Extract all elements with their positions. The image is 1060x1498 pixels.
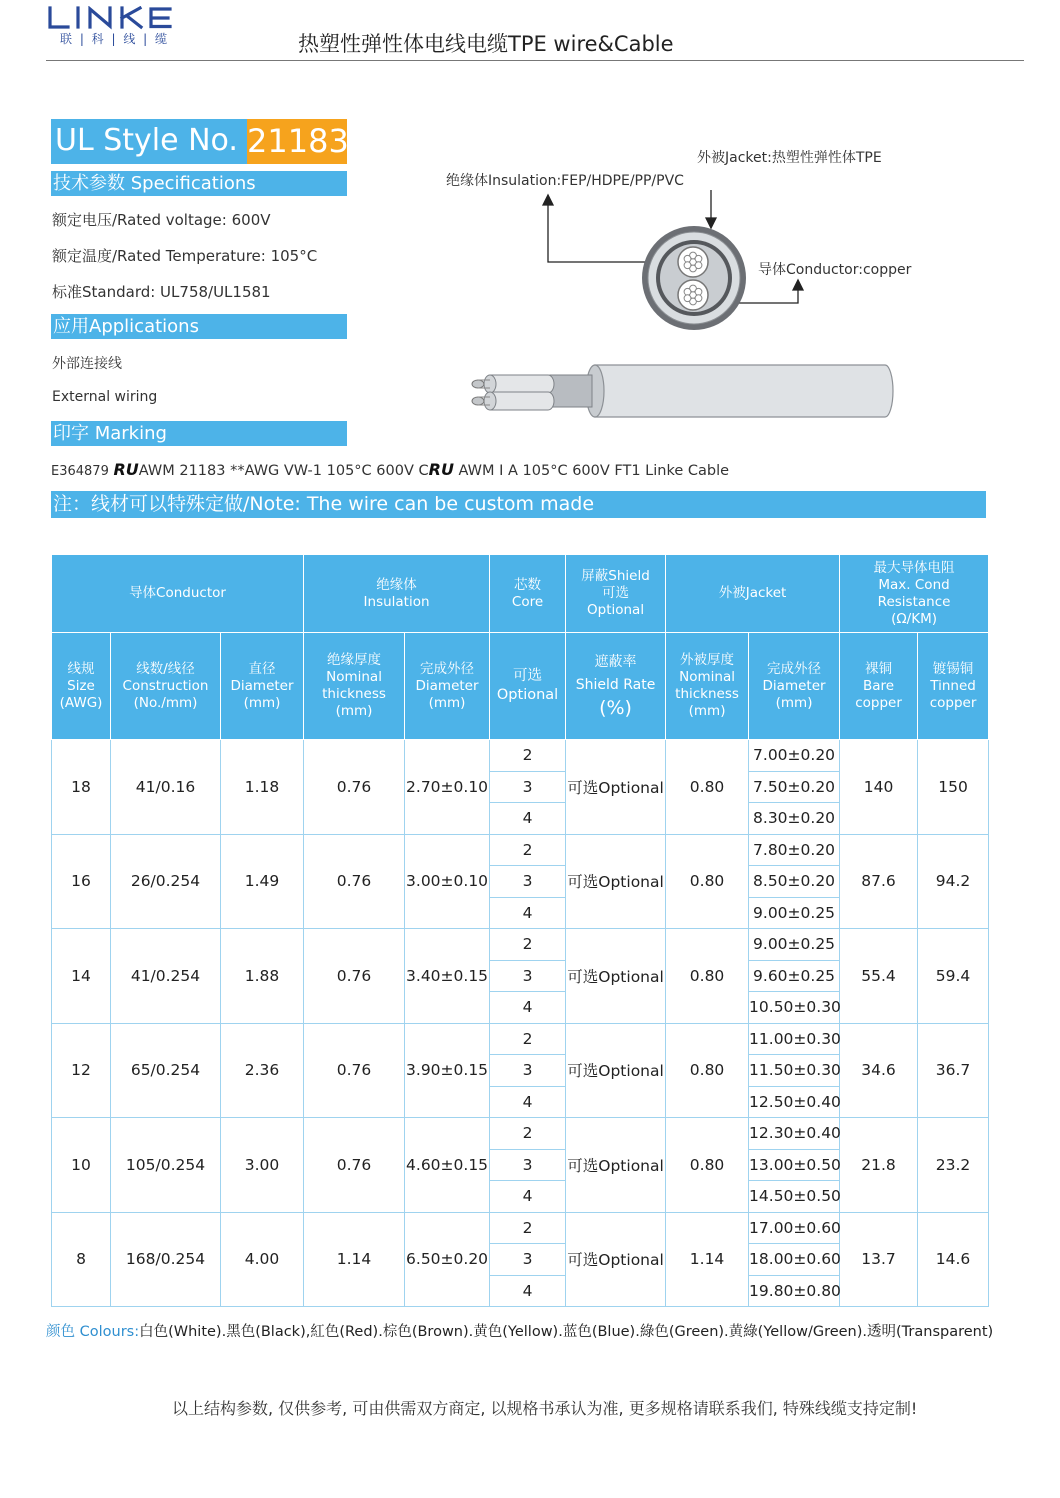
header-insulation: 绝缘体 Insulation (304, 555, 490, 633)
cell-size: 16 (52, 834, 111, 929)
cell-core-count: 3 (490, 1149, 566, 1181)
cable-diagram (460, 190, 910, 430)
table-row (52, 1118, 989, 1150)
cell-jacket-thickness: 0.80 (666, 1023, 749, 1118)
specifications-heading: 技术参数 Specifications (51, 171, 347, 196)
cell-core-count: 2 (490, 1212, 566, 1244)
cell-size: 10 (52, 1118, 111, 1213)
header-shield: 屏蔽Shield 可选 Optional (566, 555, 666, 633)
cell-shield: 可选Optional (566, 740, 666, 835)
cell-size: 12 (52, 1023, 111, 1118)
cell-tinned-copper: 94.2 (918, 834, 989, 929)
table-row (52, 834, 989, 866)
cell-jacket-diameter: 8.50±0.20 (749, 866, 840, 898)
ul-recognized-icon-2: RU (428, 460, 454, 479)
cell-diameter: 1.49 (221, 834, 304, 929)
cell-jacket-diameter: 17.00±0.60 (749, 1212, 840, 1244)
cell-insulation-thickness: 0.76 (304, 740, 405, 835)
cell-bare-copper: 21.8 (840, 1118, 918, 1213)
cell-tinned-copper: 14.6 (918, 1212, 989, 1307)
cell-insulation-diameter: 3.90±0.15 (405, 1023, 490, 1118)
cell-jacket-diameter: 11.50±0.30 (749, 1055, 840, 1087)
cell-shield: 可选Optional (566, 1212, 666, 1307)
table-group-header-row (52, 555, 989, 633)
cell-core-count: 2 (490, 1118, 566, 1150)
ul-recognized-icon: RU (113, 460, 139, 479)
header-diameter: 直径 Diameter (mm) (221, 633, 304, 740)
application-cn: 外部连接线 (52, 356, 122, 372)
cell-jacket-diameter: 8.30±0.20 (749, 803, 840, 835)
table-body (52, 740, 989, 1307)
cell-jacket-diameter: 12.30±0.40 (749, 1118, 840, 1150)
header-conductor: 导体Conductor (52, 555, 304, 633)
cell-insulation-thickness: 0.76 (304, 834, 405, 929)
cell-diameter: 3.00 (221, 1118, 304, 1213)
cell-core-count: 4 (490, 897, 566, 929)
cell-jacket-diameter: 10.50±0.30 (749, 992, 840, 1024)
cell-core-count: 2 (490, 834, 566, 866)
header-jacket-diameter: 完成外径 Diameter (mm) (749, 633, 840, 740)
brand-logo-cn: 联 | 科 | 线 | 缆 (60, 32, 170, 46)
cell-construction: 41/0.254 (111, 929, 221, 1024)
spec-table (51, 554, 989, 1307)
brand-logo (48, 6, 200, 30)
cell-core-count: 3 (490, 1244, 566, 1276)
cell-diameter: 2.36 (221, 1023, 304, 1118)
conductor-label: 导体Conductor:copper (758, 262, 912, 278)
cell-core-count: 3 (490, 771, 566, 803)
header-construction: 线数/线径 Construction (No./mm) (111, 633, 221, 740)
ul-style-label: UL Style No. (55, 123, 238, 158)
table-row (52, 929, 989, 961)
ul-style-banner (51, 119, 347, 164)
cable-side-view (472, 365, 893, 417)
insulation-label: 绝缘体Insulation:FEP/HDPE/PP/PVC (446, 173, 684, 189)
cell-core-count: 4 (490, 1275, 566, 1307)
cell-insulation-diameter: 6.50±0.20 (405, 1212, 490, 1307)
marking-file-number: E364879 (51, 464, 109, 479)
cell-bare-copper: 34.6 (840, 1023, 918, 1118)
cell-insulation-thickness: 0.76 (304, 929, 405, 1024)
cell-diameter: 1.88 (221, 929, 304, 1024)
cell-insulation-thickness: 0.76 (304, 1023, 405, 1118)
header-core-optional: 可选 Optional (490, 633, 566, 740)
cell-core-count: 2 (490, 740, 566, 772)
cell-jacket-thickness: 0.80 (666, 929, 749, 1024)
cell-bare-copper: 140 (840, 740, 918, 835)
cell-jacket-diameter: 12.50±0.40 (749, 1086, 840, 1118)
cell-shield: 可选Optional (566, 929, 666, 1024)
cell-construction: 168/0.254 (111, 1212, 221, 1307)
cell-jacket-diameter: 9.00±0.25 (749, 929, 840, 961)
cell-tinned-copper: 36.7 (918, 1023, 989, 1118)
cell-construction: 65/0.254 (111, 1023, 221, 1118)
cell-jacket-thickness: 0.80 (666, 740, 749, 835)
header-shield-rate: 遮蔽率 Shield Rate (%) (566, 633, 666, 740)
cell-core-count: 3 (490, 960, 566, 992)
cell-jacket-thickness: 1.14 (666, 1212, 749, 1307)
header-core: 芯数 Core (490, 555, 566, 633)
header-bare-copper: 裸铜 Bare copper (840, 633, 918, 740)
custom-note: 注：线材可以特殊定做/Note: The wire can be custom made (51, 491, 986, 518)
colours-list: 白色(White).黑色(Black),紅色(Red).棕色(Brown).黄色(Yellow).蓝色(Blue).綠色(Green).黄綠(Yellow/Green).透明(Transparent) (139, 1324, 994, 1340)
cell-jacket-diameter: 7.00±0.20 (749, 740, 840, 772)
cell-core-count: 4 (490, 1181, 566, 1213)
cell-core-count: 2 (490, 929, 566, 961)
marking-part-1: AWM 21183 **AWG VW-1 105°C 600V C (138, 463, 429, 479)
cell-construction: 41/0.16 (111, 740, 221, 835)
cell-core-count: 4 (490, 1086, 566, 1118)
cell-jacket-thickness: 0.80 (666, 834, 749, 929)
marking-part-2: AWM I A 105°C 600V FT1 Linke Cable (453, 463, 730, 479)
standard: 标准Standard: UL758/UL1581 (52, 283, 271, 301)
header-jacket: 外被Jacket (666, 555, 840, 633)
cell-diameter: 1.18 (221, 740, 304, 835)
document-title: 热塑性弹性体电线电缆TPE wire&Cable (298, 32, 674, 56)
table-row (52, 740, 989, 772)
header-insulation-thickness: 绝缘厚度 Nominal thickness (mm) (304, 633, 405, 740)
applications-heading: 应用Applications (51, 314, 347, 339)
cell-insulation-thickness: 0.76 (304, 1118, 405, 1213)
cell-core-count: 3 (490, 866, 566, 898)
cell-insulation-thickness: 1.14 (304, 1212, 405, 1307)
cell-core-count: 4 (490, 803, 566, 835)
cell-shield: 可选Optional (566, 1023, 666, 1118)
cell-jacket-diameter: 11.00±0.30 (749, 1023, 840, 1055)
cell-tinned-copper: 59.4 (918, 929, 989, 1024)
application-en: External wiring (52, 389, 158, 405)
cell-construction: 26/0.254 (111, 834, 221, 929)
cell-insulation-diameter: 3.40±0.15 (405, 929, 490, 1024)
header-insulation-diameter: 完成外径 Diameter (mm) (405, 633, 490, 740)
cable-cross-section (642, 226, 746, 330)
cell-size: 8 (52, 1212, 111, 1307)
cell-shield: 可选Optional (566, 834, 666, 929)
cell-shield: 可选Optional (566, 1118, 666, 1213)
cell-core-count: 3 (490, 1055, 566, 1087)
cell-tinned-copper: 23.2 (918, 1118, 989, 1213)
cell-bare-copper: 87.6 (840, 834, 918, 929)
footer-disclaimer: 以上结构参数, 仅供参考, 可由供需双方商定, 以规格书承认为准, 更多规格请联系我们, 特殊线缆支持定制! (172, 1399, 918, 1418)
marking-heading: 印字 Marking (51, 421, 347, 446)
cell-diameter: 4.00 (221, 1212, 304, 1307)
cell-jacket-diameter: 9.00±0.25 (749, 897, 840, 929)
cell-core-count: 4 (490, 992, 566, 1024)
header-jacket-thickness: 外被厚度 Nominal thickness (mm) (666, 633, 749, 740)
marking-text (51, 460, 729, 479)
cell-insulation-diameter: 4.60±0.15 (405, 1118, 490, 1213)
colours-line (46, 1320, 993, 1341)
header-resistance: 最大导体电阻 Max. Cond Resistance (Ω/KM) (840, 555, 989, 633)
table-row (52, 1212, 989, 1244)
ul-style-number: 21183 (247, 119, 347, 164)
cell-size: 14 (52, 929, 111, 1024)
rated-temperature: 额定温度/Rated Temperature: 105°C (52, 247, 318, 265)
cell-core-count: 2 (490, 1023, 566, 1055)
rated-voltage: 额定电压/Rated voltage: 600V (52, 211, 271, 229)
cell-insulation-diameter: 2.70±0.10 (405, 740, 490, 835)
cell-size: 18 (52, 740, 111, 835)
jacket-label: 外被Jacket:热塑性弹性体TPE (697, 150, 882, 166)
cell-jacket-diameter: 19.80±0.80 (749, 1275, 840, 1307)
cell-jacket-diameter: 9.60±0.25 (749, 960, 840, 992)
cell-bare-copper: 55.4 (840, 929, 918, 1024)
cell-jacket-diameter: 13.00±0.50 (749, 1149, 840, 1181)
cell-insulation-diameter: 3.00±0.10 (405, 834, 490, 929)
cell-jacket-diameter: 18.00±0.60 (749, 1244, 840, 1276)
cell-construction: 105/0.254 (111, 1118, 221, 1213)
cell-bare-copper: 13.7 (840, 1212, 918, 1307)
cell-jacket-diameter: 7.80±0.20 (749, 834, 840, 866)
header-tinned-copper: 镀锡铜 Tinned copper (918, 633, 989, 740)
cell-jacket-diameter: 14.50±0.50 (749, 1181, 840, 1213)
table-row (52, 1023, 989, 1055)
cell-jacket-diameter: 7.50±0.20 (749, 771, 840, 803)
cell-jacket-thickness: 0.80 (666, 1118, 749, 1213)
header-divider (46, 60, 1024, 61)
table-sub-header-row (52, 633, 989, 740)
colours-label: 颜色 Colours: (46, 1324, 140, 1340)
header-size: 线规 Size (AWG) (52, 633, 111, 740)
cell-tinned-copper: 150 (918, 740, 989, 835)
